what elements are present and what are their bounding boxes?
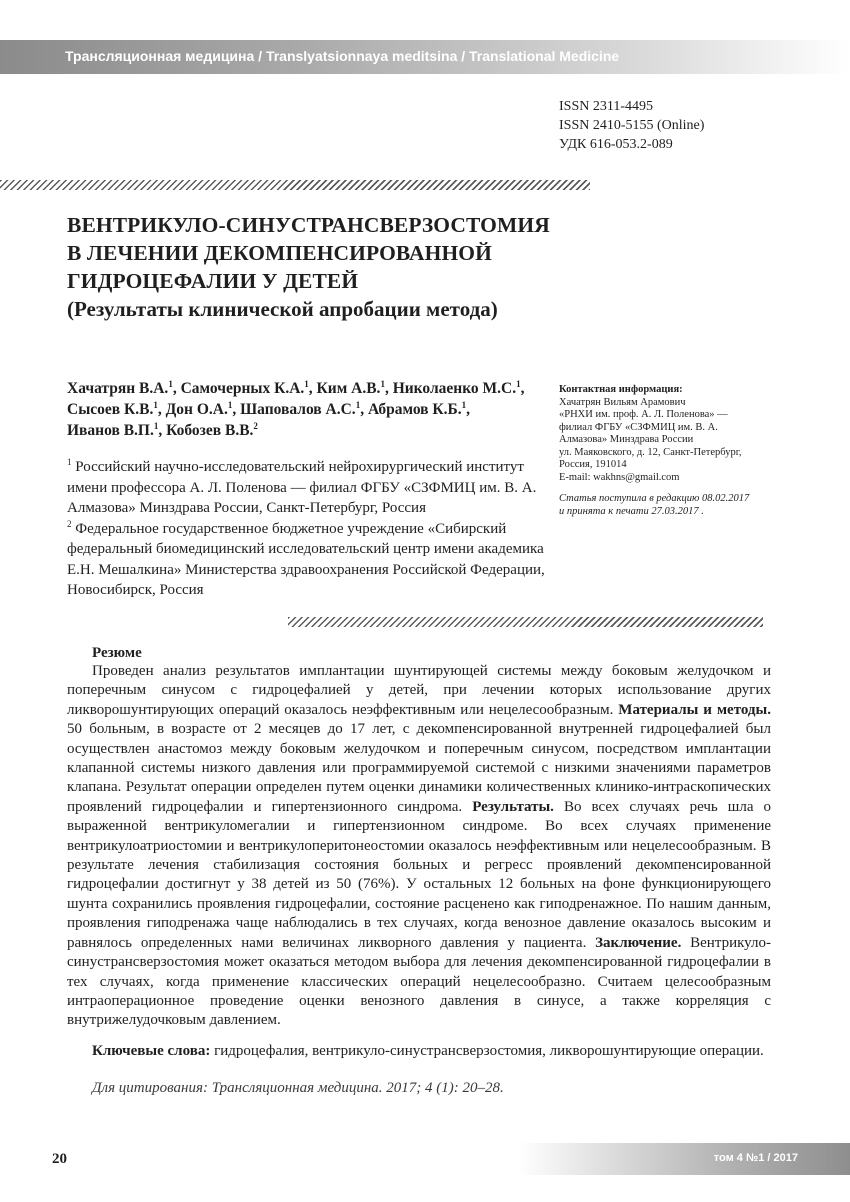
abstract-heading: Резюме bbox=[92, 645, 142, 661]
author: Абрамов К.Б.$^1$, bbox=[367, 399, 471, 418]
keywords bbox=[92, 1042, 772, 1061]
abstract-paragraph bbox=[67, 662, 771, 1031]
article-subtitle: (Результаты клинической апробации метода) bbox=[67, 297, 498, 321]
received-line: Статья поступила в редакцию 08.02.2017 bbox=[559, 493, 750, 504]
author: Хачатрян В.А.$^1$, bbox=[67, 378, 181, 397]
author: Сысоев К.В.$^1$, bbox=[67, 399, 166, 418]
keywords-label: Ключевые слова: bbox=[92, 1043, 211, 1059]
contact-line: Хачатрян Вильям Арамович bbox=[559, 396, 686, 408]
udk-code: УДК 616-053.2-089 bbox=[559, 137, 673, 152]
page-number: 20 bbox=[52, 1151, 67, 1167]
abstract-results: Во всех случаях речь шла о выраженной вентрикуломегалии и гипертензионном синдроме. Во всех случаях применение вентрикулоатриостомии и вентрикулоперитонеостомии оказалось неэффективным или нецелесообразным. В результате лечения стабилизация состояния больных и регресс проявлений декомпенсированной гидроцефалии достигнут у 38 детей из 50 (76%). У остальных 12 больных на фоне функционирующего шунта сохранились проявления гидроцефалии, состояние расценено как гиподренажное. По нашим данным, проявления гиподренажа чаще наблюдались в тех случаях, когда венозное давление оказалось высоким и равнялось определенных нами величинах ликворного давления у пациента. bbox=[67, 798, 772, 951]
author: Николаенко М.С.$^1$, bbox=[392, 378, 525, 397]
title-line: В ЛЕЧЕНИИ ДЕКОМПЕНСИРОВАННОЙ bbox=[67, 241, 492, 265]
contact-line: «РНХИ им. проф. А. Л. Поленова» — bbox=[559, 409, 728, 420]
contact-line: филиал ФГБУ «СЗФМИЦ им. В. А. bbox=[559, 421, 718, 433]
abstract-intro: Проведен анализ результатов имплантации шунтирующей системы между боковым желудочком и поперечным синусом с гидроцефалией у детей, при лечении которых использование других ликворошунтирующих операций оказалось неэффективным или нецелесообразным. bbox=[67, 663, 771, 718]
mid-hatched-divider bbox=[288, 617, 763, 627]
keywords-text: гидроцефалия, вентрикуло-синустрансверзостомия, ликворошунтирующие операции. bbox=[214, 1043, 764, 1059]
accepted-line: и принята к печати 27.03.2017 . bbox=[559, 505, 704, 517]
results-label: Результаты. bbox=[472, 798, 554, 815]
author: Самочерных К.А.$^1$, bbox=[180, 378, 317, 397]
footer-band bbox=[518, 1143, 850, 1175]
contact-line: Россия, 191014 bbox=[559, 459, 627, 470]
contact-heading: Контактная информация: bbox=[559, 384, 683, 395]
author: Ким А.В.$^1$, bbox=[316, 378, 393, 397]
abstract-conclusion: Вентрикуло-синустрансверзостомия может оказаться методом выбора для лечения декомпенсированной гидроцефалии в тех случаях, когда применение классических операций нецелесообразно. Считаем целесообразным интраоперационное проведение оценки венозного давления в синусе, а также корреляция с внутрижелудочковым давлением. bbox=[67, 934, 771, 1029]
issn-print: ISSN 2311-4495 bbox=[559, 99, 653, 114]
article-title bbox=[67, 211, 550, 295]
methods-label: Материалы и методы. bbox=[618, 701, 771, 718]
affiliation-1: $^1$ Российский научно-исследовательский нейрохирургический институт имени профессора А. Л. Поленова — филиал ФГБУ «СЗФМИЦ им. В. А. Алмазова» Минздрава России, Санкт-Петербург, Россия bbox=[67, 457, 537, 516]
title-line: ВЕНТРИКУЛО-СИНУСТРАНСВЕРЗОСТОМИЯ bbox=[67, 213, 550, 237]
contact-email[interactable]: E-mail: wakhns@gmail.com bbox=[559, 471, 680, 483]
author: Кобозев В.В.$^2$ bbox=[166, 420, 258, 439]
issn-block bbox=[559, 97, 704, 154]
author: Дон О.А.$^1$, bbox=[165, 399, 241, 418]
contact-line: Алмазова» Минздрава России bbox=[559, 434, 694, 445]
contact-info bbox=[559, 384, 774, 518]
abstract-methods: 50 больным, в возрасте от 2 месяцев до 17 лет, с декомпенсированной внутренней гидроцефалией был осуществлен анастомоз между боковым желудочком и поперечным синусом, посредством имплантации клапанной системы низкого давления или программируемой системой с низкими значениями параметров клапана. Результат операции определен путем оценки динамики количественных клинико-интраскопических проявлений гидроцефалии и гипертензионного синдрома. bbox=[67, 721, 771, 815]
conclusion-label: Заключение. bbox=[595, 934, 682, 951]
affiliation-2: $^2$ Федеральное государственное бюджетное учреждение «Сибирский федеральный биомедицинский исследовательский центр имени академика Е.Н. Мешалкина» Министерства здравоохранения Российской Федерации, Новосибирск, Россия bbox=[67, 518, 545, 598]
journal-title: Трансляционная медицина / Translyatsionnaya meditsina / Translational Medicine bbox=[65, 48, 620, 64]
title-line: ГИДРОЦЕФАЛИИ У ДЕТЕЙ bbox=[67, 269, 359, 293]
issue-info: том 4 №1 / 2017 bbox=[713, 1152, 798, 1164]
affiliations bbox=[67, 457, 557, 601]
received-dates bbox=[559, 493, 774, 518]
citation: Для цитирования: Трансляционная медицина. 2017; 4 (1): 20–28. bbox=[92, 1080, 504, 1096]
issn-online: ISSN 2410-5155 (Online) bbox=[559, 118, 705, 133]
abstract-body bbox=[67, 662, 771, 1031]
author: Иванов В.П.$^1$, bbox=[67, 420, 167, 439]
top-hatched-divider bbox=[0, 180, 590, 190]
author-list bbox=[67, 378, 547, 441]
contact-line: ул. Маяковского, д. 12, Санкт-Петербург, bbox=[559, 446, 742, 458]
author: Шаповалов А.С.$^1$, bbox=[240, 399, 368, 418]
